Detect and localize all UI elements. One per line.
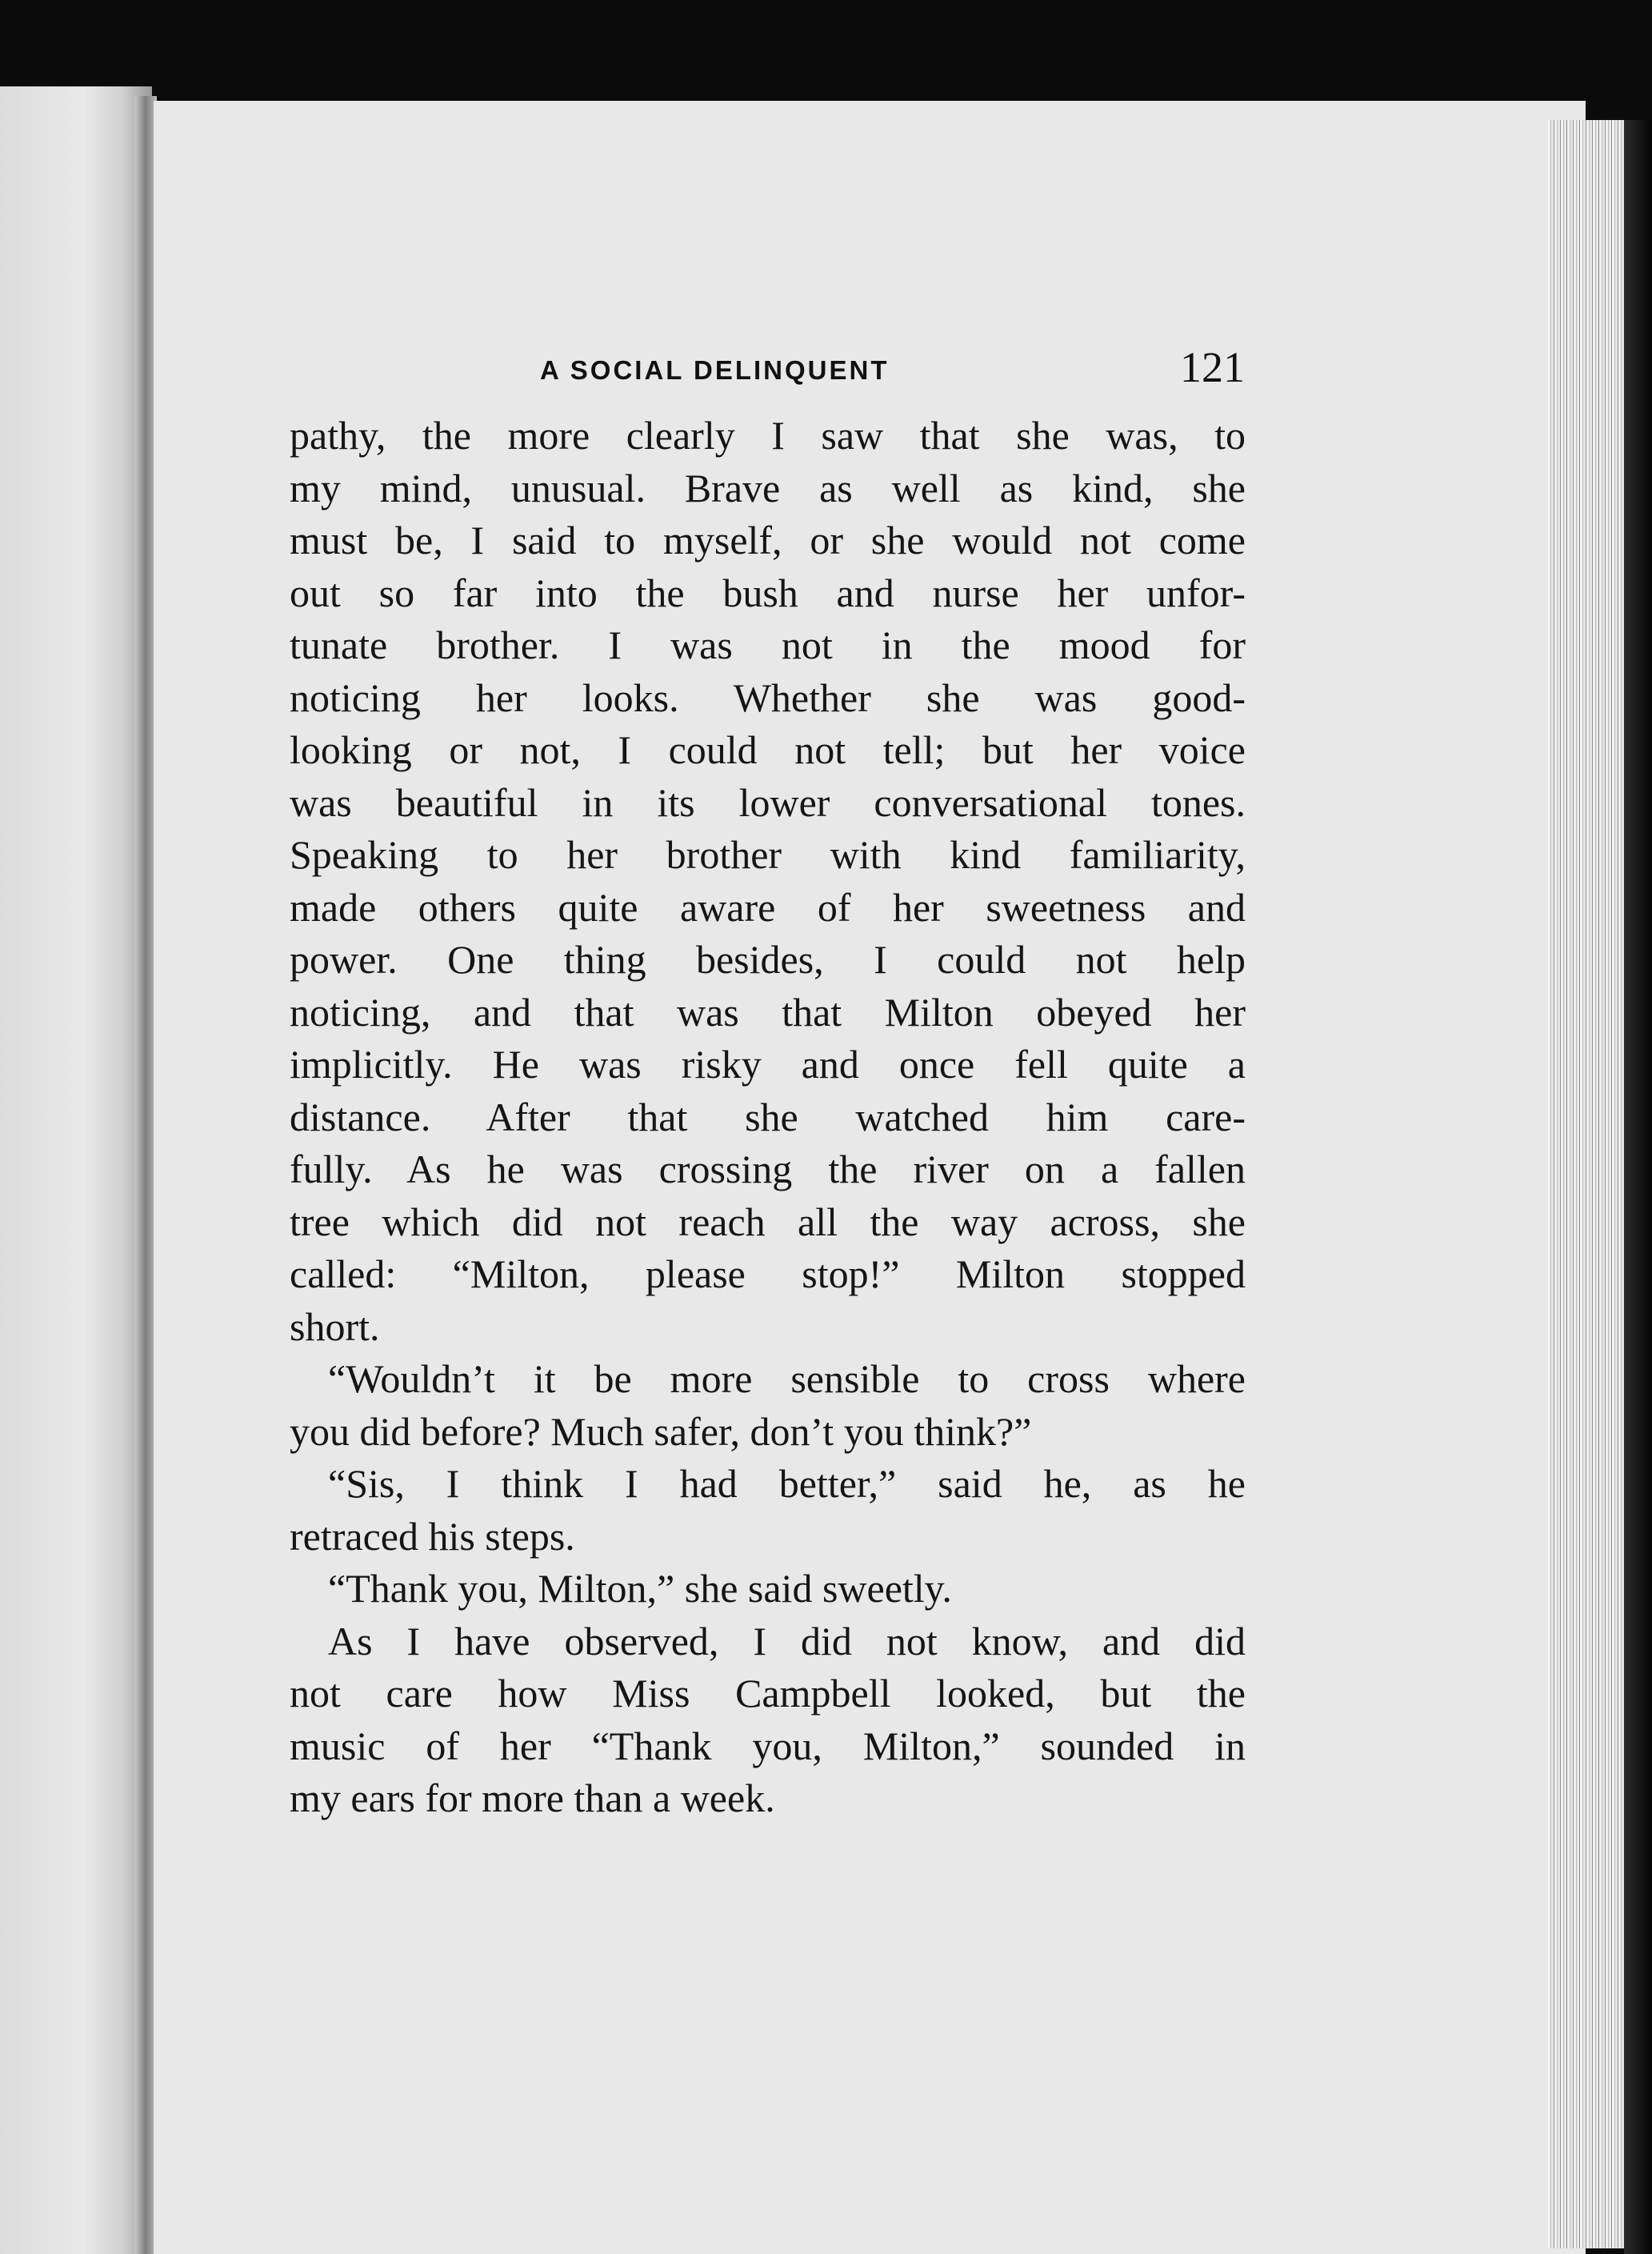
text-line: distance. After that she watched him care-: [290, 1094, 1246, 1139]
text-line: out so far into the bush and nurse her unfor-: [290, 570, 1246, 615]
text-line: retraced his steps.: [290, 1513, 575, 1559]
page-edges: [1548, 120, 1628, 2248]
text-line: As I have observed, I did not know, and did: [328, 1618, 1246, 1663]
text-line: my ears for more than a week.: [290, 1776, 775, 1820]
text-line: looking or not, I could not tell; but her voice: [290, 727, 1246, 772]
paragraph: [290, 410, 1246, 1353]
text-line: power. One thing besides, I could not help: [290, 937, 1246, 982]
text-line: implicitly. He was risky and once fell quite a: [290, 1042, 1246, 1087]
paragraph: [290, 1458, 1246, 1563]
text-line: noticing, and that was that Milton obeyed her: [290, 989, 1246, 1035]
page-edges-shadow: [1624, 120, 1652, 2254]
text-line: “Thank you, Milton,” she said sweetly.: [328, 1566, 952, 1611]
text-line: short.: [290, 1303, 380, 1349]
text-line: called: “Milton, please stop!” Milton stopped: [290, 1251, 1246, 1296]
page-number: 121: [1180, 343, 1245, 391]
body-text: [290, 410, 1246, 1825]
text-line: pathy, the more clearly I saw that she was, to: [290, 413, 1246, 458]
paragraph: [290, 1353, 1246, 1458]
running-head-title: A SOCIAL DELINQUENT: [540, 355, 890, 385]
text-line: noticing her looks. Whether she was good-: [290, 675, 1246, 720]
running-head: [284, 342, 1244, 398]
text-line: you did before? Much safer, don’t you think?”: [290, 1408, 1032, 1454]
text-line: my mind, unusual. Brave as well as kind, she: [290, 465, 1246, 510]
text-line: Speaking to her brother with kind familiarity,: [290, 832, 1246, 877]
text-line: tunate brother. I was not in the mood for: [290, 623, 1246, 667]
text-line: fully. As he was crossing the river on a fallen: [290, 1147, 1246, 1191]
text-line: “Wouldn’t it be more sensible to cross where: [328, 1356, 1246, 1401]
text-line: was beautiful in its lower conversational tones.: [290, 779, 1246, 825]
text-line: “Sis, I think I had better,” said he, as he: [328, 1461, 1246, 1506]
left-page-edge: [0, 86, 152, 2254]
paragraph: [290, 1615, 1246, 1825]
text-line: must be, I said to myself, or she would not come: [290, 518, 1246, 562]
paragraph: [290, 1563, 1246, 1615]
text-line: made others quite aware of her sweetness and: [290, 884, 1246, 930]
text-line: music of her “Thank you, Milton,” sounded in: [290, 1723, 1246, 1768]
text-line: tree which did not reach all the way across, she: [290, 1199, 1246, 1244]
text-line: not care how Miss Campbell looked, but the: [290, 1671, 1246, 1716]
